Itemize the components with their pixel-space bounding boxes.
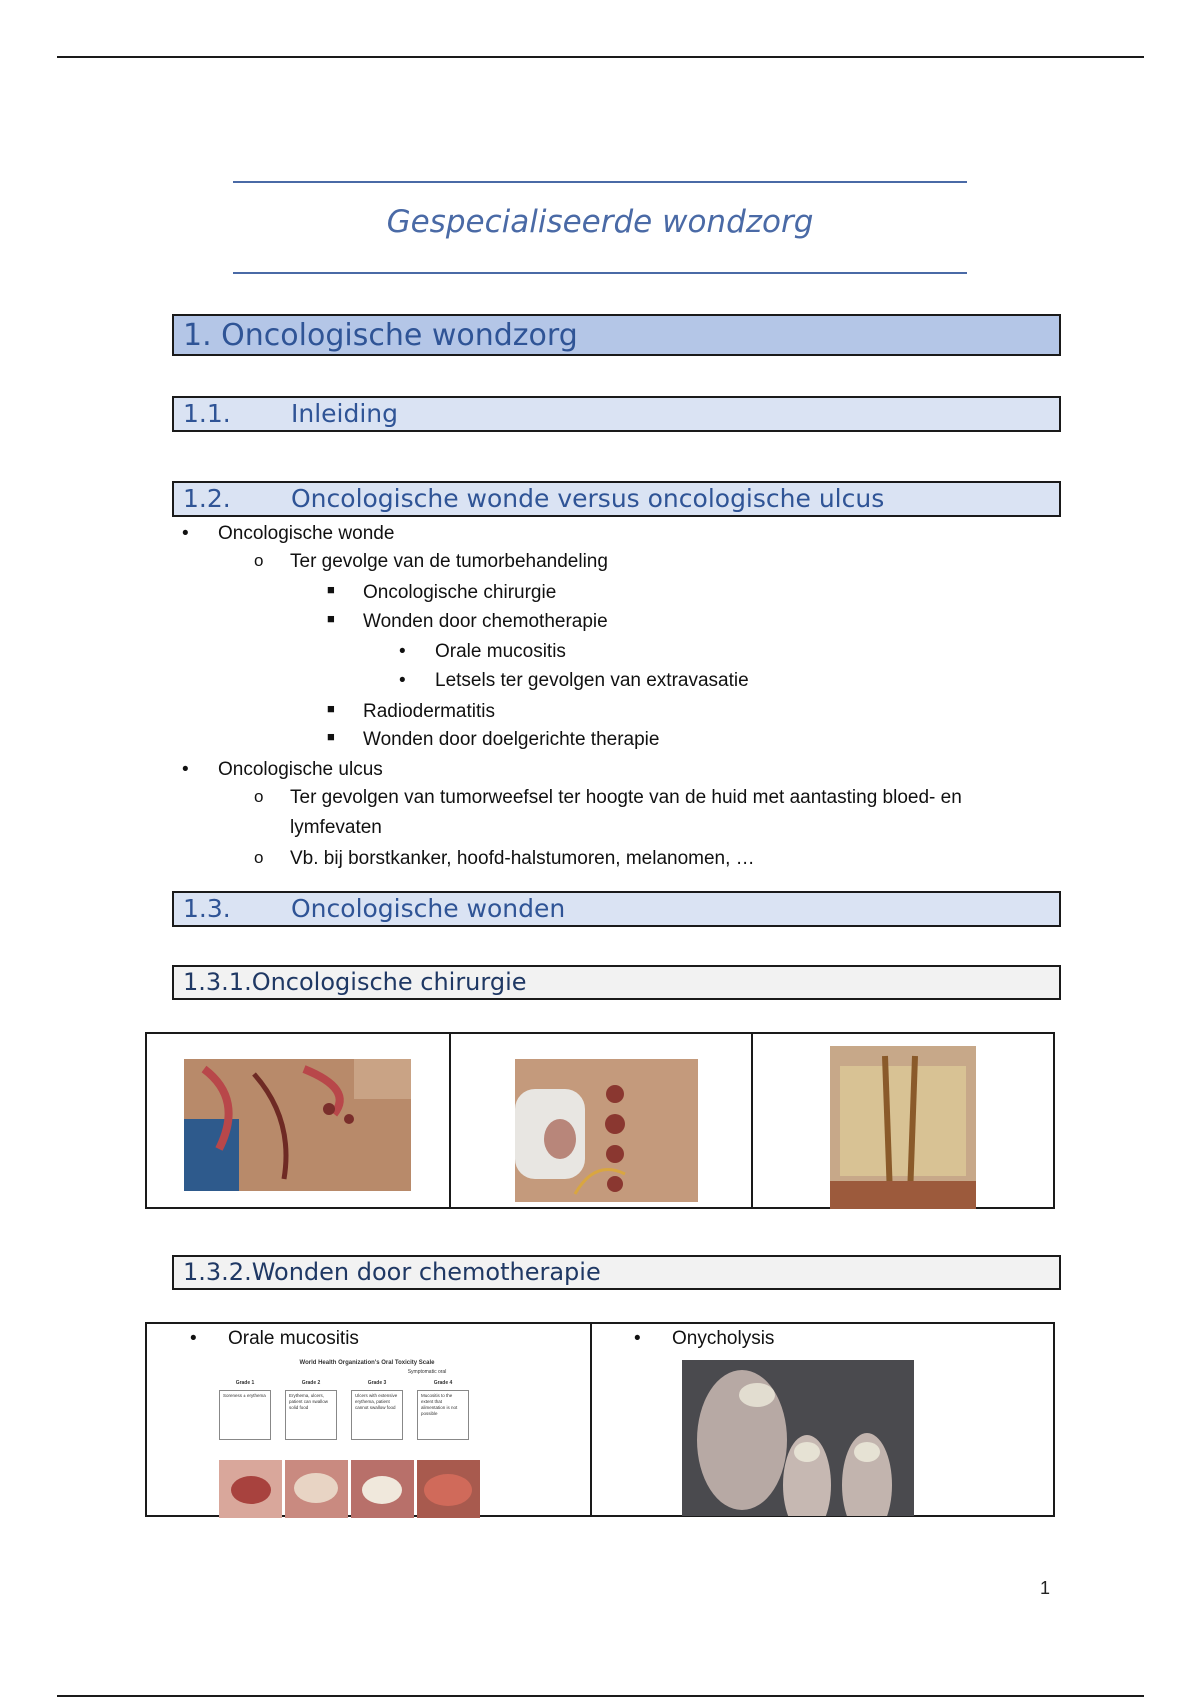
stapled-incision-photo — [830, 1046, 976, 1209]
square-bullet-icon: ■ — [327, 729, 335, 744]
chemotherapy-table — [145, 1322, 1055, 1517]
heading-1-3-1-number: 1.3.1. — [183, 968, 252, 996]
document-title: Gespecialiseerde wondzorg — [386, 204, 814, 240]
circle-bullet-icon: o — [254, 848, 264, 867]
surgery-image-table — [145, 1032, 1055, 1209]
bullet-icon: • — [634, 1328, 641, 1349]
mucositis-photos — [219, 1460, 480, 1518]
list-item: Oncologische ulcus — [218, 759, 383, 780]
table-divider — [590, 1324, 592, 1515]
table-divider — [449, 1034, 451, 1207]
onycholysis-label: Onycholysis — [672, 1328, 775, 1349]
list-item: Letsels ter gevolgen van extravasatie — [435, 670, 749, 691]
list-item: Ter gevolge van de tumorbehandeling — [290, 551, 608, 572]
heading-1-3-text: Oncologische wonden — [291, 894, 566, 923]
footer-rule — [57, 1695, 1144, 1697]
list-item: Oncologische wonde — [218, 523, 395, 544]
onycholysis-photo — [682, 1360, 914, 1516]
heading-1-3 — [172, 891, 1061, 927]
mucositis-photo-strip — [217, 1460, 517, 1518]
list-item: Orale mucositis — [435, 641, 566, 662]
heading-1-3-number: 1.3. — [183, 894, 231, 923]
heading-1-2-number: 1.2. — [183, 484, 231, 513]
who-grade-label: Grade 3 — [367, 1380, 387, 1386]
who-oral-toxicity-figure — [217, 1360, 517, 1510]
heading-1-1-number: 1.1. — [183, 399, 231, 428]
list-item: Radiodermatitis — [363, 701, 495, 722]
list-item: Vb. bij borstkanker, hoofd-halstumoren, melanomen, … — [290, 848, 755, 869]
bullet-icon: • — [182, 759, 189, 780]
heading-1-3-1 — [172, 965, 1061, 1000]
orale-mucositis-label: Orale mucositis — [228, 1328, 359, 1349]
circle-bullet-icon: o — [254, 551, 264, 570]
stoma-wound-photo — [515, 1059, 698, 1202]
title-rule-bottom — [233, 272, 967, 274]
heading-1-2 — [172, 481, 1061, 517]
who-grade-label: Grade 4 — [433, 1380, 453, 1386]
page-number: 1 — [1040, 1578, 1051, 1598]
list-item: Oncologische chirurgie — [363, 582, 557, 603]
table-divider — [751, 1034, 753, 1207]
circle-bullet-icon: o — [254, 787, 264, 806]
header-rule — [57, 56, 1144, 58]
bullet-icon: • — [182, 523, 189, 544]
heading-1-text: Oncologische wondzorg — [221, 318, 578, 353]
square-bullet-icon: ■ — [327, 611, 335, 626]
who-grade-label: Grade 2 — [301, 1380, 321, 1386]
who-grade-box: Mucositis to the extent that alimentation is not possible — [417, 1390, 469, 1440]
who-grade-box: Soreness ± erythema — [219, 1390, 271, 1440]
surgical-wound-drains-photo — [184, 1059, 411, 1191]
heading-1-3-2-number: 1.3.2. — [183, 1258, 252, 1286]
list-item-continuation: lymfevaten — [290, 817, 382, 838]
list-item: Ter gevolgen van tumorweefsel ter hoogte van de huid met aantasting bloed- en — [290, 787, 962, 808]
bullet-icon: • — [399, 670, 406, 691]
who-figure-title: World Health Organization's Oral Toxicity Scale — [299, 1360, 435, 1366]
heading-1-3-2-text: Wonden door chemotherapie — [251, 1258, 601, 1286]
bullet-icon: • — [399, 641, 406, 662]
heading-1-3-1-text: Oncologische chirurgie — [251, 968, 527, 996]
who-grade-box: Erythema, ulcers, patient can swallow solid food — [285, 1390, 337, 1440]
heading-1-1-text: Inleiding — [291, 399, 399, 428]
bullet-icon: • — [190, 1328, 197, 1349]
square-bullet-icon: ■ — [327, 582, 335, 597]
heading-1-number: 1. — [183, 318, 212, 353]
heading-1 — [172, 314, 1061, 356]
heading-1-3-2 — [172, 1255, 1061, 1290]
list-item: Wonden door chemotherapie — [363, 611, 608, 632]
heading-1-2-text: Oncologische wonde versus oncologische ulcus — [291, 484, 885, 513]
heading-1-1 — [172, 396, 1061, 432]
who-grade-label: Grade 1 — [235, 1380, 255, 1386]
list-item: Wonden door doelgerichte therapie — [363, 729, 660, 750]
title-rule-top — [233, 181, 967, 183]
who-grade-box: Ulcers with extensive erythema, patient cannot swallow food — [351, 1390, 403, 1440]
square-bullet-icon: ■ — [327, 701, 335, 716]
who-figure-header: Symptomatic oral — [407, 1369, 447, 1375]
